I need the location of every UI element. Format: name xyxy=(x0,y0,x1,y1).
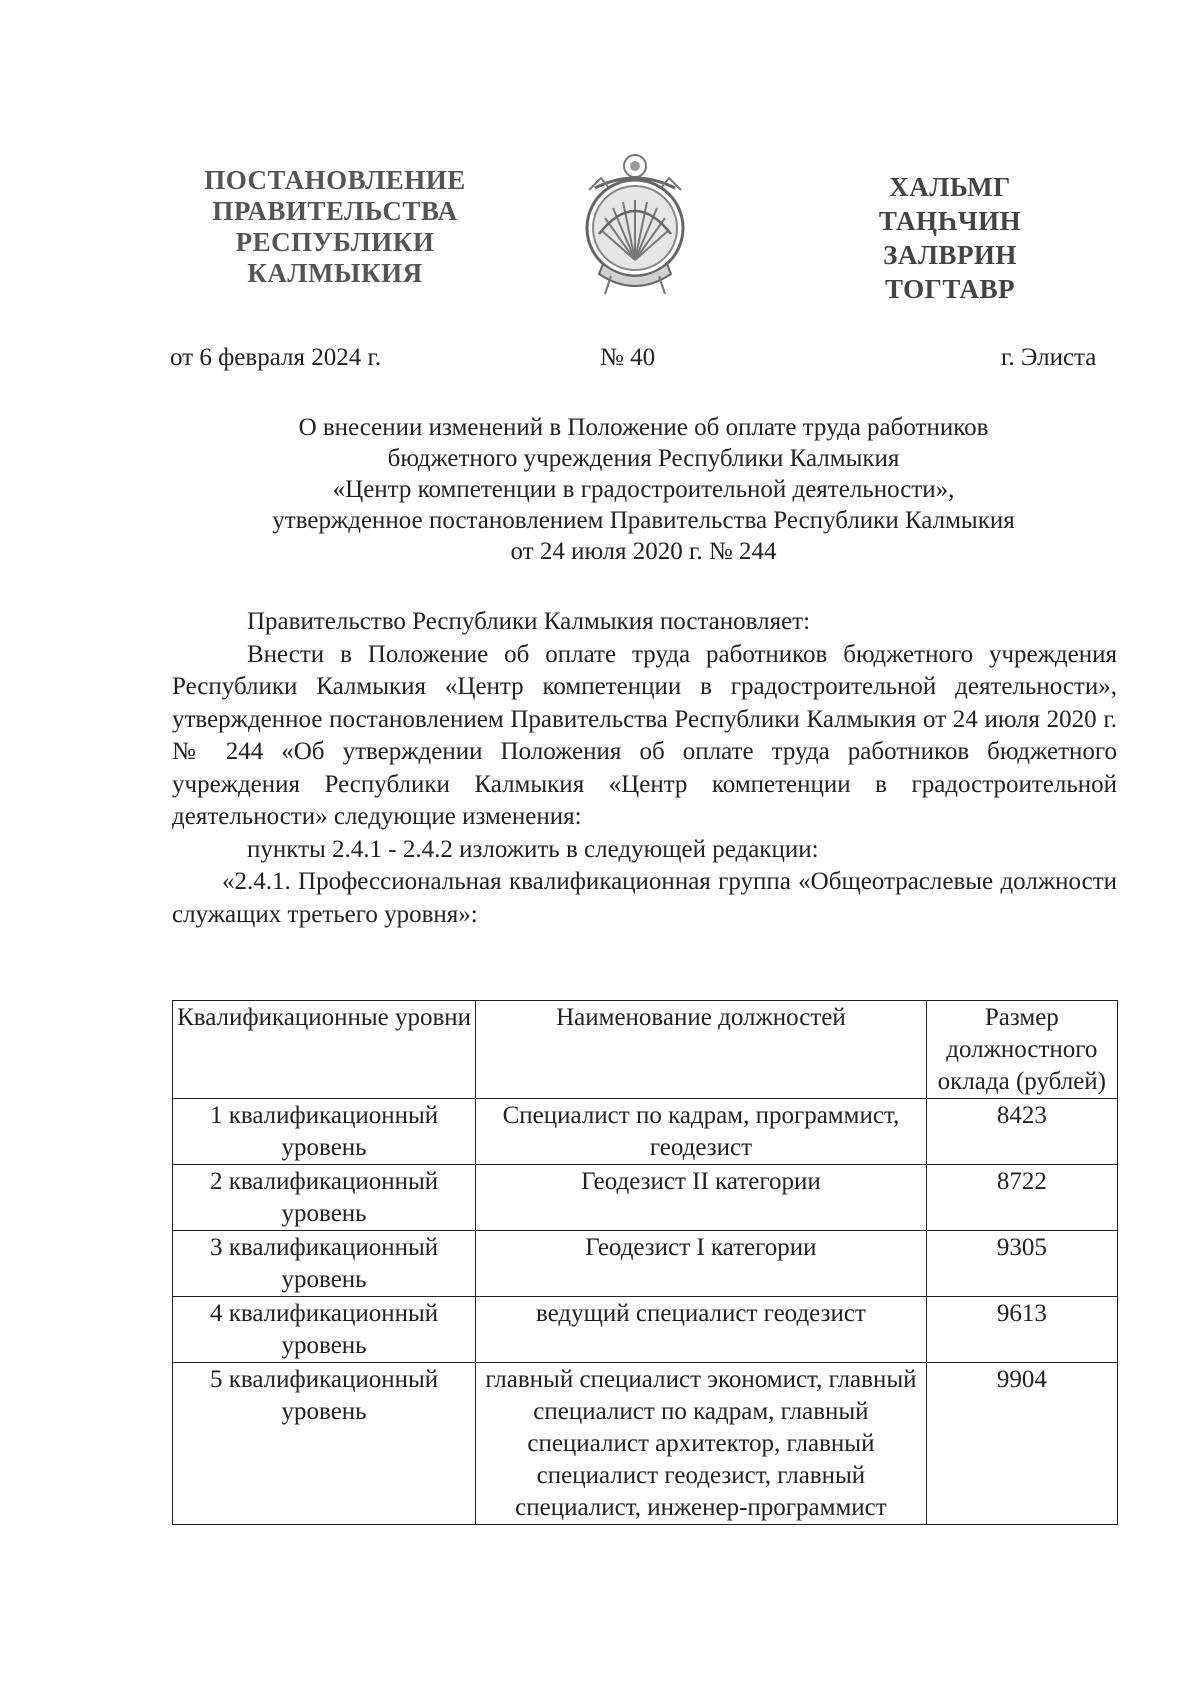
header-right-line: ЗАЛВРИН xyxy=(883,240,1017,270)
header-right-line: ХАЛЬМГ xyxy=(889,172,1011,202)
salary-cell: 8423 xyxy=(926,1099,1117,1165)
level-cell: 2 квалификационный уровень xyxy=(173,1165,476,1231)
column-header-salary: Размер должностного оклада (рублей) xyxy=(926,1001,1117,1099)
level-cell: 5 квалификационный уровень xyxy=(173,1363,476,1525)
header-right-title xyxy=(850,170,1050,306)
header-left-line: РЕСПУБЛИКИ xyxy=(235,227,435,257)
document-date: от 6 февраля 2024 г. xyxy=(170,344,382,371)
salary-table xyxy=(172,1000,1118,1525)
document-title xyxy=(170,412,1117,567)
document-body xyxy=(172,606,1117,931)
table-row xyxy=(173,1165,1118,1231)
header-left-title xyxy=(190,165,480,289)
positions-cell: ведущий специалист геодезист xyxy=(476,1297,927,1363)
column-header-levels: Квалификационные уровни xyxy=(173,1001,476,1099)
salary-cell: 8722 xyxy=(926,1165,1117,1231)
title-line: утвержденное постановлением Правительства Республики Калмыкия xyxy=(272,507,1015,534)
column-header-positions: Наименование должностей xyxy=(476,1001,927,1099)
salary-cell: 9613 xyxy=(926,1297,1117,1363)
table-row xyxy=(173,1297,1118,1363)
header-right-line: ТАҢҺЧИН xyxy=(878,206,1022,236)
positions-cell: Специалист по кадрам, программист, геодезист xyxy=(476,1099,927,1165)
group-paragraph: «2.4.1. Профессиональная квалификационная группа «Общеотраслевые должности служащих третьего уровня»: xyxy=(172,868,1117,928)
table-row xyxy=(173,1231,1118,1297)
document-city: г. Элиста xyxy=(1001,344,1097,371)
intro-paragraph: Правительство Республики Калмыкия постановляет: xyxy=(247,608,811,635)
level-cell: 1 квалификационный уровень xyxy=(173,1099,476,1165)
positions-cell: главный специалист экономист, главный специалист по кадрам, главный специалист архитектор, главный специалист геодезист, главный специалист, инженер-программист xyxy=(476,1363,927,1525)
clauses-paragraph: пункты 2.4.1 - 2.4.2 изложить в следующей редакции: xyxy=(247,835,819,863)
header-left-line: ПОСТАНОВЛЕНИЕ xyxy=(204,165,466,195)
table-header-row xyxy=(173,1001,1118,1099)
header-right-line: ТОГТАВР xyxy=(885,274,1015,304)
salary-cell: 9305 xyxy=(926,1231,1117,1297)
title-line: от 24 июля 2020 г. № 244 xyxy=(510,538,777,565)
positions-cell: Геодезист I категории xyxy=(476,1231,927,1297)
title-line: О внесении изменений в Положение об оплате труда работников xyxy=(298,414,989,441)
positions-cell: Геодезист II категории xyxy=(476,1165,927,1231)
title-line: «Центр компетенции в градостроительной деятельности», xyxy=(332,476,955,503)
kalmykia-coat-of-arms-icon xyxy=(575,148,695,298)
header-left-line: ПРАВИТЕЛЬСТВА xyxy=(212,196,458,226)
salary-cell: 9904 xyxy=(926,1363,1117,1525)
table-row xyxy=(173,1099,1118,1165)
level-cell: 3 квалификационный уровень xyxy=(173,1231,476,1297)
title-line: бюджетного учреждения Республики Калмыкия xyxy=(387,445,900,472)
amendment-paragraph: Внести в Положение об оплате труда работников бюджетного учреждения Республики Калмыкия «Центр компетенции в градостроительной деятельности», утвержденное постановлением Правительства Республики Калмыкия от 24 июля 2020 г. № 244 «Об утверждении Положения об оплате труда работников бюджетного учреждения Республики Калмыкия «Центр компетенции в градостроительной деятельности» следующие изменения: xyxy=(172,640,1117,830)
table-row xyxy=(173,1363,1118,1525)
document-number: № 40 xyxy=(600,344,656,371)
header-left-line: КАЛМЫКИЯ xyxy=(247,258,423,288)
level-cell: 4 квалификационный уровень xyxy=(173,1297,476,1363)
